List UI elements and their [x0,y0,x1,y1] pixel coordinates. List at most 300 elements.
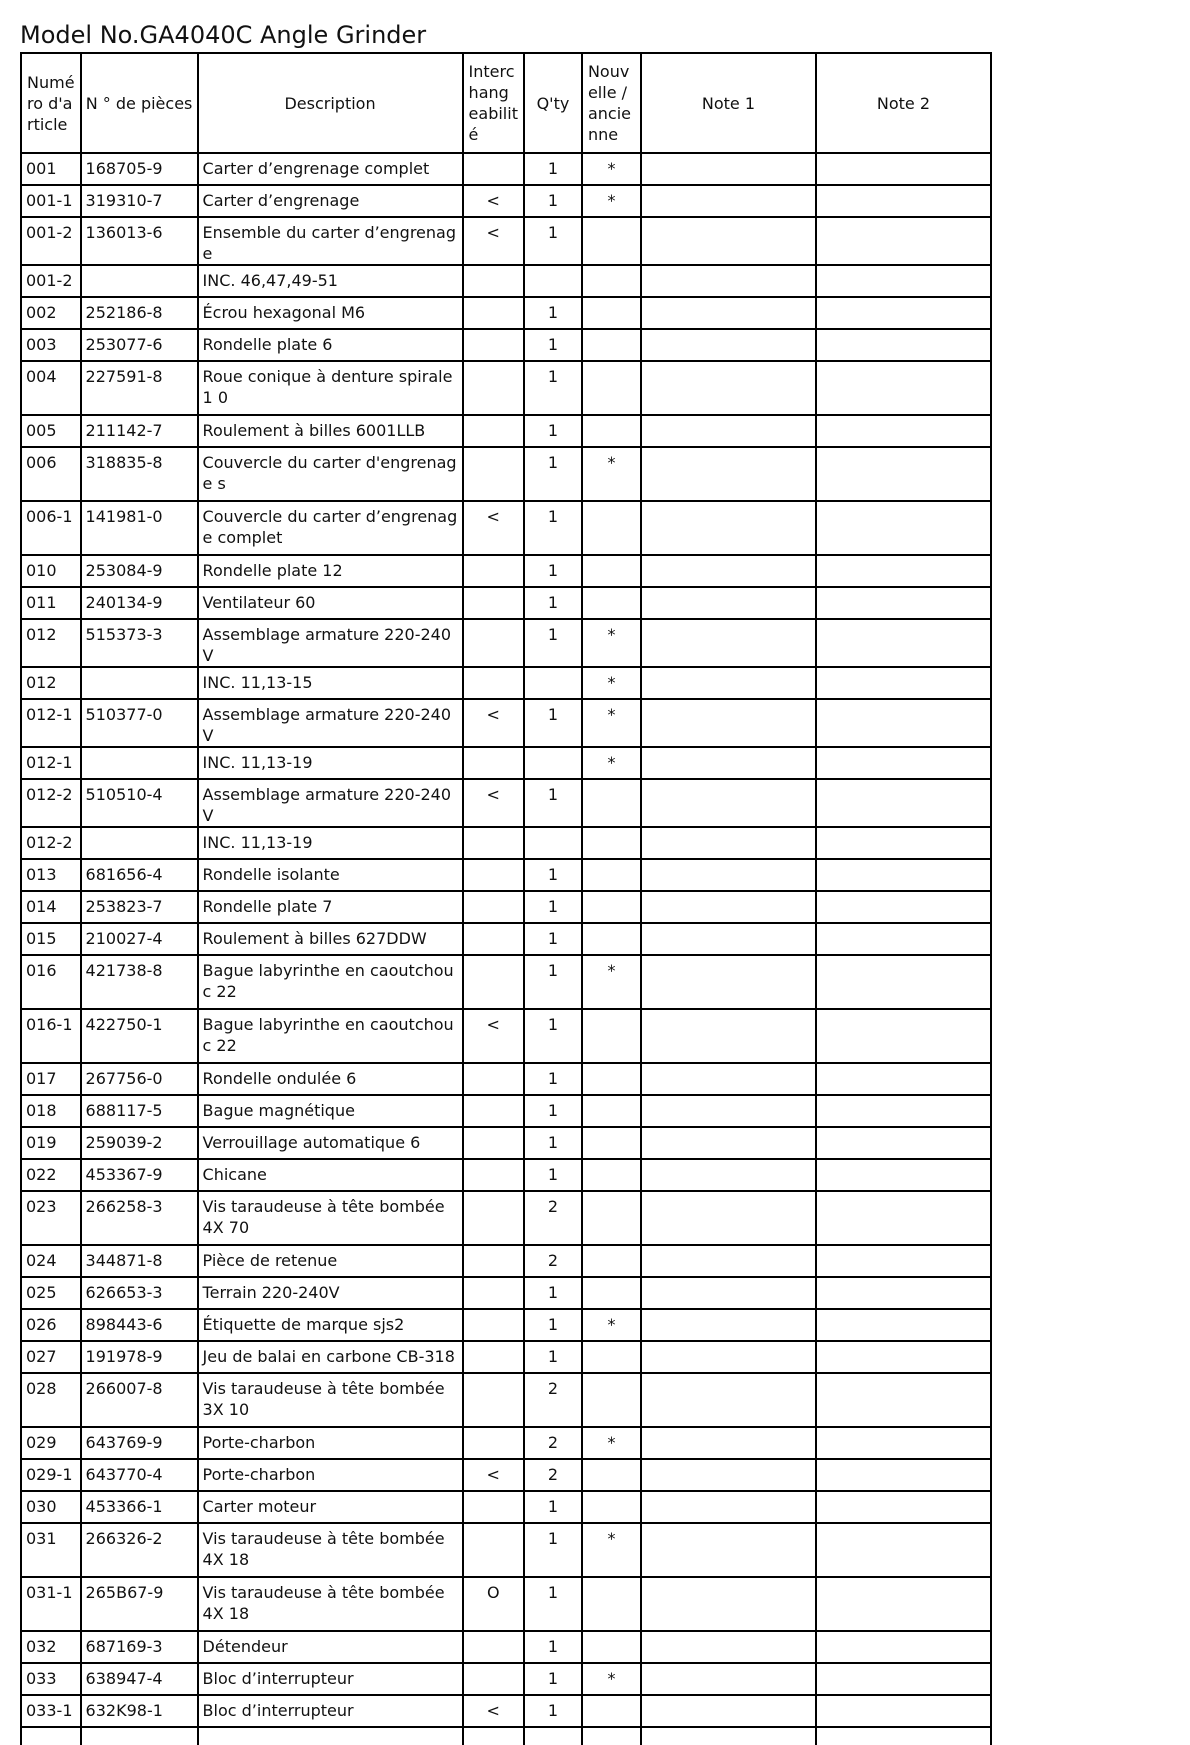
table-row [21,1063,991,1095]
new-old-cell [582,1491,641,1523]
new-old-cell: * [582,153,641,185]
description-cell: Jeu de balai en carbone CB-318 [198,1341,463,1373]
new-old-cell [582,501,641,555]
new-old-cell [582,1373,641,1427]
table-row [21,1427,991,1459]
note-1-cell [641,779,816,827]
note-1-cell [641,619,816,667]
ref-no-cell: 019 [21,1127,81,1159]
ref-no-cell: 033-1 [21,1695,81,1727]
note-2-cell [816,1063,991,1095]
table-row [21,185,991,217]
note-2-cell [816,153,991,185]
note-1-cell [641,1459,816,1491]
part-no-cell: 632K98-1 [81,1695,198,1727]
note-1-cell [641,1309,816,1341]
note-2-cell [816,619,991,667]
ref-no-cell: 023 [21,1191,81,1245]
ref-no-cell: 032 [21,1631,81,1663]
new-old-cell [582,555,641,587]
note-1-cell [641,415,816,447]
qty-cell: 1 [524,297,582,329]
new-old-cell [582,779,641,827]
table-row [21,1127,991,1159]
table-row [21,923,991,955]
interchangeability-cell [463,329,524,361]
note-2-cell [816,1727,991,1745]
description-cell: Assemblage armature 220-240V [198,619,463,667]
new-old-cell [582,361,641,415]
note-2-cell [816,1459,991,1491]
note-1-cell [641,1491,816,1523]
ref-no-cell: 026 [21,1309,81,1341]
note-1-cell [641,747,816,779]
part-no-cell: 227591-8 [81,361,198,415]
description-cell: INC. 46,47,49-51 [198,265,463,297]
description-cell: Pièce de retenue [198,1245,463,1277]
table-row [21,265,991,297]
interchangeability-cell [463,1631,524,1663]
interchangeability-cell [463,265,524,297]
ref-no-cell: 001-1 [21,185,81,217]
note-1-cell [641,1663,816,1695]
note-2-cell [816,1341,991,1373]
description-cell: Vis taraudeuse à tête bombée 4X 70 [198,1191,463,1245]
qty-cell: 1 [524,779,582,827]
ref-no-cell: 011 [21,587,81,619]
part-no-cell [81,747,198,779]
note-1-cell [641,329,816,361]
ref-no-cell: 018 [21,1095,81,1127]
interchangeability-cell [463,1245,524,1277]
note-2-cell [816,1427,991,1459]
new-old-cell: * [582,1663,641,1695]
interchangeability-cell: < [463,185,524,217]
interchangeability-cell [463,891,524,923]
ref-no-cell: 030 [21,1491,81,1523]
table-header-row [21,53,991,153]
part-no-cell: 422750-1 [81,1009,198,1063]
part-no-cell: 318835-8 [81,447,198,501]
note-1-cell [641,361,816,415]
ref-no-cell: 016 [21,955,81,1009]
note-2-cell [816,859,991,891]
ref-no-cell: 016-1 [21,1009,81,1063]
description-cell: Carter moteur [198,1491,463,1523]
ref-no-cell: 001 [21,153,81,185]
interchangeability-cell [463,297,524,329]
description-cell: Chicane [198,1159,463,1191]
interchangeability-cell: O [463,1577,524,1631]
header-note-1: Note 1 [641,53,816,153]
ref-no-cell: 017 [21,1063,81,1095]
ref-no-cell: 004 [21,361,81,415]
note-2-cell [816,699,991,747]
new-old-cell [582,1127,641,1159]
table-row [21,1309,991,1341]
qty-cell: 1 [524,185,582,217]
qty-cell: 1 [524,859,582,891]
interchangeability-cell [463,955,524,1009]
description-cell: Rondelle plate 12 [198,555,463,587]
new-old-cell [582,587,641,619]
description-cell: Roue conique à denture spirale 1 0 [198,361,463,415]
interchangeability-cell [463,361,524,415]
interchangeability-cell [463,1277,524,1309]
qty-cell [524,265,582,297]
table-row [21,1727,991,1745]
interchangeability-cell [463,859,524,891]
part-no-cell: 266258-3 [81,1191,198,1245]
ref-no-cell: 022 [21,1159,81,1191]
note-1-cell [641,1245,816,1277]
qty-cell: 2 [524,1191,582,1245]
part-no-cell [81,1727,198,1745]
table-row [21,747,991,779]
ref-no-cell: 010 [21,555,81,587]
description-cell: Couvercle du carter d’engrenage complet [198,501,463,555]
part-no-cell: 626653-3 [81,1277,198,1309]
part-no-cell: 515373-3 [81,619,198,667]
table-row [21,1695,991,1727]
table-row [21,1159,991,1191]
new-old-cell [582,827,641,859]
part-no-cell: 191978-9 [81,1341,198,1373]
note-1-cell [641,1577,816,1631]
note-2-cell [816,1577,991,1631]
note-1-cell [641,1191,816,1245]
part-no-cell: 681656-4 [81,859,198,891]
part-no-cell: 453366-1 [81,1491,198,1523]
interchangeability-cell: < [463,1695,524,1727]
part-no-cell: 267756-0 [81,1063,198,1095]
note-2-cell [816,667,991,699]
part-no-cell: 168705-9 [81,153,198,185]
ref-no-cell: 002 [21,297,81,329]
note-1-cell [641,923,816,955]
note-1-cell [641,1695,816,1727]
part-no-cell: 252186-8 [81,297,198,329]
note-1-cell [641,1159,816,1191]
note-2-cell [816,1277,991,1309]
note-2-cell [816,1191,991,1245]
table-row [21,891,991,923]
interchangeability-cell [463,1491,524,1523]
note-2-cell [816,1159,991,1191]
new-old-cell [582,217,641,265]
table-row [21,1523,991,1577]
ref-no-cell: 006 [21,447,81,501]
description-cell: Bague labyrinthe en caoutchouc 22 [198,1009,463,1063]
new-old-cell [582,1063,641,1095]
qty-cell: 1 [524,1277,582,1309]
note-1-cell [641,891,816,923]
part-no-cell [81,265,198,297]
interchangeability-cell [463,923,524,955]
part-no-cell: 510377-0 [81,699,198,747]
new-old-cell [582,891,641,923]
qty-cell: 1 [524,1309,582,1341]
note-2-cell [816,265,991,297]
note-2-cell [816,1009,991,1063]
page-title: Model No.GA4040C Angle Grinder [20,21,427,49]
new-old-cell [582,1341,641,1373]
description-cell: INC. 11,13-15 [198,667,463,699]
note-2-cell [816,1127,991,1159]
qty-cell: 1 [524,217,582,265]
note-2-cell [816,827,991,859]
interchangeability-cell [463,747,524,779]
note-1-cell [641,501,816,555]
qty-cell [524,667,582,699]
part-no-cell: 259039-2 [81,1127,198,1159]
new-old-cell: * [582,1427,641,1459]
table-row [21,1459,991,1491]
qty-cell [524,747,582,779]
qty-cell: 2 [524,1245,582,1277]
ref-no-cell: 001-2 [21,265,81,297]
ref-no-cell: 029 [21,1427,81,1459]
interchangeability-cell [463,415,524,447]
note-1-cell [641,185,816,217]
ref-no-cell [21,1727,81,1745]
description-cell: Roulement à billes 6001LLB [198,415,463,447]
interchangeability-cell [463,1095,524,1127]
note-1-cell [641,1631,816,1663]
part-no-cell: 211142-7 [81,415,198,447]
table-row [21,361,991,415]
table-row [21,153,991,185]
note-2-cell [816,747,991,779]
interchangeability-cell: < [463,501,524,555]
description-cell: Assemblage armature 220-240V [198,779,463,827]
new-old-cell: * [582,955,641,1009]
part-no-cell: 253077-6 [81,329,198,361]
interchangeability-cell [463,1063,524,1095]
table-row [21,329,991,361]
part-no-cell: 510510-4 [81,779,198,827]
interchangeability-cell [463,447,524,501]
interchangeability-cell [463,1341,524,1373]
new-old-cell [582,923,641,955]
qty-cell: 1 [524,1341,582,1373]
new-old-cell [582,1727,641,1745]
table-row [21,217,991,265]
part-no-cell: 643769-9 [81,1427,198,1459]
table-row [21,1191,991,1245]
ref-no-cell: 006-1 [21,501,81,555]
new-old-cell: * [582,1523,641,1577]
qty-cell [524,827,582,859]
qty-cell: 1 [524,501,582,555]
description-cell: INC. 11,13-19 [198,747,463,779]
description-cell: Bague labyrinthe en caoutchouc 22 [198,955,463,1009]
note-1-cell [641,1063,816,1095]
new-old-cell [582,1631,641,1663]
note-2-cell [816,555,991,587]
new-old-cell [582,1277,641,1309]
qty-cell: 1 [524,923,582,955]
new-old-cell [582,1095,641,1127]
table-row [21,415,991,447]
ref-no-cell: 031-1 [21,1577,81,1631]
description-cell: Couvercle du carter d'engrenage s [198,447,463,501]
note-1-cell [641,1427,816,1459]
header-part-no: N ° de pièces [81,53,198,153]
table-row [21,501,991,555]
part-no-cell: 210027-4 [81,923,198,955]
new-old-cell [582,1577,641,1631]
new-old-cell: * [582,447,641,501]
part-no-cell: 266326-2 [81,1523,198,1577]
new-old-cell: * [582,747,641,779]
new-old-cell [582,297,641,329]
note-1-cell [641,1095,816,1127]
table-row [21,699,991,747]
part-no-cell: 136013-6 [81,217,198,265]
note-2-cell [816,1631,991,1663]
note-1-cell [641,1523,816,1577]
ref-no-cell: 025 [21,1277,81,1309]
interchangeability-cell [463,1427,524,1459]
qty-cell [524,1727,582,1745]
new-old-cell [582,329,641,361]
part-no-cell: 898443-6 [81,1309,198,1341]
ref-no-cell: 015 [21,923,81,955]
table-row [21,619,991,667]
note-1-cell [641,699,816,747]
qty-cell: 1 [524,329,582,361]
note-2-cell [816,329,991,361]
note-2-cell [816,185,991,217]
table-row [21,779,991,827]
parts-table-body [21,153,991,1745]
description-cell: Rondelle plate 7 [198,891,463,923]
note-2-cell [816,779,991,827]
qty-cell: 1 [524,1695,582,1727]
ref-no-cell: 014 [21,891,81,923]
header-ref-no: Numé ro d'a rticle [21,53,81,153]
new-old-cell [582,1191,641,1245]
description-cell: Porte-charbon [198,1427,463,1459]
interchangeability-cell [463,153,524,185]
ref-no-cell: 013 [21,859,81,891]
qty-cell: 1 [524,1577,582,1631]
interchangeability-cell: < [463,217,524,265]
table-row [21,297,991,329]
description-cell: Ensemble du carter d’engrenage [198,217,463,265]
note-1-cell [641,1373,816,1427]
ref-no-cell: 027 [21,1341,81,1373]
note-2-cell [816,361,991,415]
qty-cell: 1 [524,699,582,747]
table-row [21,955,991,1009]
part-no-cell: 688117-5 [81,1095,198,1127]
ref-no-cell: 012 [21,667,81,699]
qty-cell: 1 [524,1095,582,1127]
table-row [21,667,991,699]
new-old-cell [582,1695,641,1727]
new-old-cell [582,859,641,891]
note-2-cell [816,1309,991,1341]
header-note-2: Note 2 [816,53,991,153]
part-no-cell: 344871-8 [81,1245,198,1277]
parts-table [20,52,992,1745]
note-2-cell [816,415,991,447]
new-old-cell: * [582,667,641,699]
note-1-cell [641,1127,816,1159]
description-cell: Rondelle ondulée 6 [198,1063,463,1095]
note-2-cell [816,501,991,555]
interchangeability-cell: < [463,1459,524,1491]
note-1-cell [641,447,816,501]
qty-cell: 1 [524,555,582,587]
description-cell: Rondelle plate 6 [198,329,463,361]
ref-no-cell: 031 [21,1523,81,1577]
table-row [21,1577,991,1631]
interchangeability-cell: < [463,1009,524,1063]
interchangeability-cell [463,1727,524,1745]
note-2-cell [816,1373,991,1427]
description-cell: Écrou hexagonal M6 [198,297,463,329]
description-cell: Vis taraudeuse à tête bombée 3X 10 [198,1373,463,1427]
ref-no-cell: 012-1 [21,747,81,779]
note-2-cell [816,1491,991,1523]
qty-cell: 1 [524,415,582,447]
qty-cell: 1 [524,955,582,1009]
note-1-cell [641,297,816,329]
table-row [21,1245,991,1277]
description-cell: Vis taraudeuse à tête bombée 4X 18 [198,1577,463,1631]
description-cell: Verrouillage automatique 6 [198,1127,463,1159]
interchangeability-cell: < [463,779,524,827]
note-1-cell [641,859,816,891]
interchangeability-cell: < [463,699,524,747]
description-cell: Rondelle isolante [198,859,463,891]
new-old-cell: * [582,185,641,217]
table-row [21,447,991,501]
qty-cell: 1 [524,1159,582,1191]
note-2-cell [816,297,991,329]
interchangeability-cell [463,619,524,667]
interchangeability-cell [463,555,524,587]
table-row [21,1373,991,1427]
header-interchangeability: Interc hang eabilit é [463,53,524,153]
table-row [21,827,991,859]
table-row [21,1631,991,1663]
ref-no-cell: 029-1 [21,1459,81,1491]
note-2-cell [816,1095,991,1127]
new-old-cell: * [582,619,641,667]
note-1-cell [641,1009,816,1063]
table-row [21,1095,991,1127]
description-cell: Bague magnétique [198,1095,463,1127]
part-no-cell: 265B67-9 [81,1577,198,1631]
new-old-cell [582,1159,641,1191]
part-no-cell: 638947-4 [81,1663,198,1695]
ref-no-cell: 012-2 [21,779,81,827]
interchangeability-cell [463,667,524,699]
qty-cell: 1 [524,153,582,185]
qty-cell: 1 [524,1491,582,1523]
note-2-cell [816,955,991,1009]
note-2-cell [816,587,991,619]
description-cell: Bloc d’interrupteur [198,1663,463,1695]
description-cell: Vis taraudeuse à tête bombée 4X 18 [198,1523,463,1577]
table-row [21,1663,991,1695]
description-cell: INC. 11,13-19 [198,827,463,859]
part-no-cell: 319310-7 [81,185,198,217]
